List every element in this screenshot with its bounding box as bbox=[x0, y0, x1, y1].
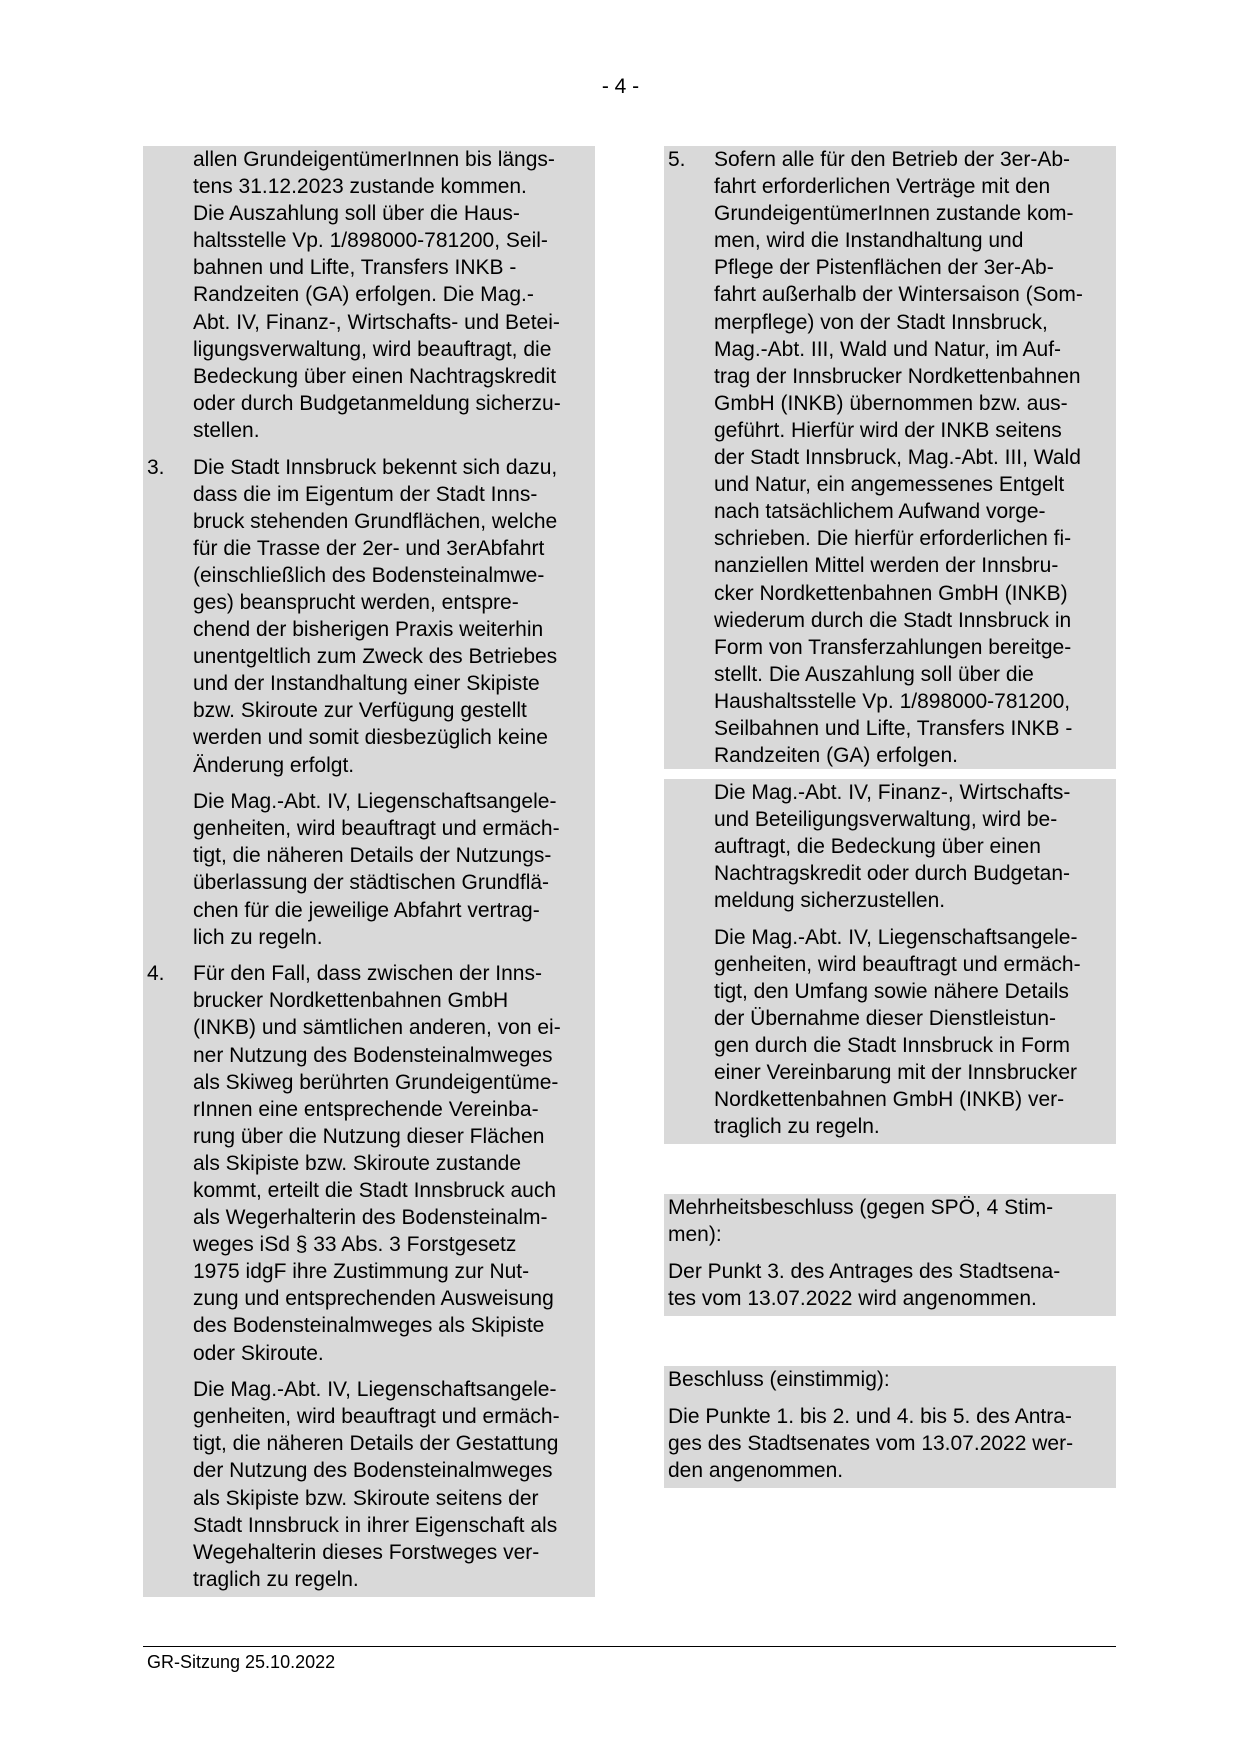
text-line: überlassung der städtischen Grundflä- bbox=[193, 871, 550, 895]
text-line: merpflege) von der Stadt Innsbruck, bbox=[714, 310, 1048, 334]
text-line: Abt. IV, Finanz-, Wirtschafts- und Betei- bbox=[193, 310, 560, 334]
text-line: bzw. Skiroute zur Verfügung gestellt bbox=[193, 699, 527, 723]
text-line: kommt, erteilt die Stadt Innsbruck auch bbox=[193, 1178, 556, 1202]
text-line: zung und entsprechenden Ausweisung bbox=[193, 1287, 554, 1311]
item-number: 3. bbox=[147, 455, 165, 479]
text-line: wiederum durch die Stadt Innsbruck in bbox=[714, 608, 1072, 632]
item-2-continuation bbox=[143, 146, 595, 444]
text-line: Nordkettenbahnen GmbH (INKB) ver- bbox=[714, 1088, 1065, 1112]
text-line: nanziellen Mittel werden der Innsbru- bbox=[714, 554, 1059, 578]
text-line: Nachtragskredit oder durch Budgetan- bbox=[714, 861, 1071, 885]
text-line: Die Punkte 1. bis 2. und 4. bis 5. des Antra- bbox=[668, 1404, 1072, 1428]
text-line: unentgeltlich zum Zweck des Betriebes bbox=[193, 645, 558, 669]
text-line: Sofern alle für den Betrieb der 3er-Ab- bbox=[714, 148, 1071, 171]
text-line: cker Nordkettenbahnen GmbH (INKB) bbox=[714, 581, 1068, 605]
footer-session-date: GR-Sitzung 25.10.2022 bbox=[147, 1652, 336, 1672]
item-3-text bbox=[193, 454, 595, 779]
text-line: des Bodensteinalmweges als Skipiste bbox=[193, 1314, 545, 1338]
text-line: weges iSd § 33 Abs. 3 Forstgesetz bbox=[193, 1233, 517, 1257]
text-line: bruck stehenden Grundflächen, welche bbox=[193, 509, 558, 533]
text-line: Die Stadt Innsbruck bekennt sich dazu, bbox=[193, 455, 558, 479]
text-line: dass die im Eigentum der Stadt Inns- bbox=[193, 482, 538, 506]
text-line: allen GrundeigentümerInnen bis längs- bbox=[193, 148, 555, 171]
text-line: oder Skiroute. bbox=[193, 1341, 324, 1365]
text-line: GrundeigentümerInnen zustande kom- bbox=[714, 202, 1074, 226]
text-line: für die Trasse der 2er- und 3erAbfahrt bbox=[193, 536, 545, 560]
text-line: meldung sicherzustellen. bbox=[714, 889, 946, 913]
text-line: tigt, die näheren Details der Nutzungs- bbox=[193, 844, 552, 868]
text-line: rInnen eine entsprechende Vereinba- bbox=[193, 1097, 539, 1121]
text-line: (INKB) und sämtlichen anderen, von ei- bbox=[193, 1016, 561, 1040]
text-line: tens 31.12.2023 zustande kommen. bbox=[193, 175, 527, 199]
text-line: men, wird die Instandhaltung und bbox=[714, 229, 1024, 253]
text-line: fahrt außerhalb der Wintersaison (Som- bbox=[714, 283, 1083, 307]
text-line: tigt, den Umfang sowie nähere Details bbox=[714, 979, 1069, 1003]
text-line: oder durch Budgetanmeldung sicherzu- bbox=[193, 391, 561, 415]
text-line: Die Mag.-Abt. IV, Finanz-, Wirtschafts- bbox=[714, 780, 1071, 804]
text-line: als Skipiste bzw. Skiroute seitens der bbox=[193, 1486, 539, 1510]
list-item-3 bbox=[143, 454, 595, 779]
footer-divider bbox=[143, 1646, 1116, 1647]
text-line: fahrt erforderlichen Verträge mit den bbox=[714, 175, 1051, 199]
list-item-4 bbox=[143, 960, 595, 1366]
text-line: Randzeiten (GA) erfolgen. bbox=[714, 744, 958, 768]
text-line: gen durch die Stadt Innsbruck in Form bbox=[714, 1034, 1071, 1057]
text-line: der Übernahme dieser Dienstleistun- bbox=[714, 1006, 1056, 1030]
text-line: chend der bisherigen Praxis weiterhin bbox=[193, 618, 544, 642]
text-line: tigt, die näheren Details der Gestattung bbox=[193, 1432, 559, 1456]
text-line: tes vom 13.07.2022 wird angenommen. bbox=[668, 1287, 1037, 1311]
text-line: bahnen und Lifte, Transfers INKB - bbox=[193, 256, 517, 280]
text-line: Pflege der Pistenflächen der 3er-Ab- bbox=[714, 256, 1054, 280]
text-line: Stadt Innsbruck in ihrer Eigenschaft als bbox=[193, 1513, 558, 1537]
resolution-unanimous-box bbox=[664, 1366, 1116, 1488]
text-line: ges) beansprucht werden, entspre- bbox=[193, 591, 519, 614]
text-line: Randzeiten (GA) erfolgen. Die Mag.- bbox=[193, 283, 534, 307]
text-line: Die Mag.-Abt. IV, Liegenschaftsangele- bbox=[193, 790, 557, 814]
item-3-paragraph bbox=[143, 788, 595, 951]
text-line: genheiten, wird beauftragt und ermäch- bbox=[193, 817, 560, 841]
text-line: Form von Transferzahlungen bereitge- bbox=[714, 635, 1072, 659]
text-line: werden und somit diesbezüglich keine bbox=[193, 726, 548, 750]
text-line: stellt. Die Auszahlung soll über die bbox=[714, 662, 1034, 686]
text-line: traglich zu regeln. bbox=[193, 1567, 359, 1591]
text-line: genheiten, wird beauftragt und ermäch- bbox=[714, 952, 1081, 976]
text-line: brucker Nordkettenbahnen GmbH bbox=[193, 989, 509, 1013]
resolution-majority-box bbox=[664, 1194, 1116, 1316]
text-line: (einschließlich des Bodensteinalmwe- bbox=[193, 563, 545, 587]
text-line: einer Vereinbarung mit der Innsbrucker bbox=[714, 1061, 1078, 1085]
text-line: Wegehalterin dieses Forstweges ver- bbox=[193, 1540, 540, 1564]
text-line: Der Punkt 3. des Antrages des Stadtsena- bbox=[668, 1260, 1061, 1284]
text-line: geführt. Hierfür wird der INKB seitens bbox=[714, 418, 1062, 442]
left-shaded-block bbox=[143, 146, 595, 1597]
text-line: schrieben. Die hierfür erforderlichen fi- bbox=[714, 527, 1072, 551]
item-5-text bbox=[714, 146, 1116, 769]
text-line: Bedeckung über einen Nachtragskredit bbox=[193, 364, 557, 388]
text-line: Die Auszahlung soll über die Haus- bbox=[193, 202, 520, 226]
text-line: ges des Stadtsenates vom 13.07.2022 wer- bbox=[668, 1431, 1074, 1455]
text-line: der Nutzung des Bodensteinalmweges bbox=[193, 1459, 553, 1483]
text-line: als Skiweg berührten Grundeigentüme- bbox=[193, 1070, 559, 1094]
text-line: und der Instandhaltung einer Skipiste bbox=[193, 672, 540, 696]
text-line: und Natur, ein angemessenes Entgelt bbox=[714, 473, 1065, 497]
text-line: men): bbox=[668, 1223, 722, 1247]
text-line: trag der Innsbrucker Nordkettenbahnen bbox=[714, 364, 1081, 388]
text-line: auftragt, die Bedeckung über einen bbox=[714, 834, 1041, 858]
text-line: Beschluss (einstimmig): bbox=[668, 1368, 890, 1392]
page-number: - 4 - bbox=[601, 75, 640, 98]
text-line: Haushaltsstelle Vp. 1/898000-781200, bbox=[714, 689, 1071, 713]
text-line: GmbH (INKB) übernommen bzw. aus- bbox=[714, 391, 1068, 415]
text-line: haltsstelle Vp. 1/898000-781200, Seil- bbox=[193, 229, 548, 253]
left-column bbox=[143, 146, 595, 1597]
text-line: lich zu regeln. bbox=[193, 925, 323, 949]
item-4-paragraph bbox=[143, 1376, 595, 1593]
text-line: Seilbahnen und Lifte, Transfers INKB - bbox=[714, 716, 1073, 740]
text-line: stellen. bbox=[193, 418, 260, 442]
text-line: Die Mag.-Abt. IV, Liegenschaftsangele- bbox=[714, 925, 1078, 949]
item-5-paragraph-1 bbox=[664, 779, 1116, 914]
text-line: nach tatsächlichem Aufwand vorge- bbox=[714, 500, 1046, 524]
right-column bbox=[664, 146, 1116, 1488]
text-line: genheiten, wird beauftragt und ermäch- bbox=[193, 1405, 560, 1429]
text-line: Mehrheitsbeschluss (gegen SPÖ, 4 Stim- bbox=[668, 1196, 1054, 1220]
text-line: Änderung erfolgt. bbox=[193, 753, 355, 777]
text-line: Für den Fall, dass zwischen der Inns- bbox=[193, 962, 542, 986]
text-line: ligungsverwaltung, wird beauftragt, die bbox=[193, 337, 552, 361]
resolution-unanimous-text bbox=[668, 1403, 1112, 1484]
item-4-text bbox=[193, 960, 595, 1366]
text-line: und Beteiligungsverwaltung, wird be- bbox=[714, 807, 1058, 831]
item-number: 4. bbox=[147, 962, 165, 986]
text-line: Mag.-Abt. III, Wald und Natur, im Auf- bbox=[714, 337, 1062, 361]
right-shaded-block bbox=[664, 146, 1116, 1144]
item-5-paragraph-2 bbox=[664, 924, 1116, 1141]
text-line: den angenommen. bbox=[668, 1459, 844, 1483]
text-line: der Stadt Innsbruck, Mag.-Abt. III, Wald bbox=[714, 446, 1081, 470]
text-line: traglich zu regeln. bbox=[714, 1115, 880, 1139]
text-line: Die Mag.-Abt. IV, Liegenschaftsangele- bbox=[193, 1378, 557, 1402]
text-line: rung über die Nutzung dieser Flächen bbox=[193, 1124, 545, 1148]
text-line: chen für die jeweilige Abfahrt vertrag- bbox=[193, 898, 540, 922]
text-line: als Wegerhalterin des Bodensteinalm- bbox=[193, 1206, 548, 1230]
item-number: 5. bbox=[668, 148, 686, 171]
text-line: als Skipiste bzw. Skiroute zustande bbox=[193, 1151, 522, 1175]
resolution-unanimous-heading bbox=[668, 1366, 1112, 1393]
list-item-5 bbox=[664, 146, 1116, 769]
resolution-majority-text bbox=[668, 1258, 1112, 1312]
text-line: ner Nutzung des Bodensteinalmweges bbox=[193, 1043, 553, 1067]
text-line: 1975 idgF ihre Zustimmung zur Nut- bbox=[193, 1260, 530, 1284]
resolution-majority-heading bbox=[668, 1194, 1112, 1248]
